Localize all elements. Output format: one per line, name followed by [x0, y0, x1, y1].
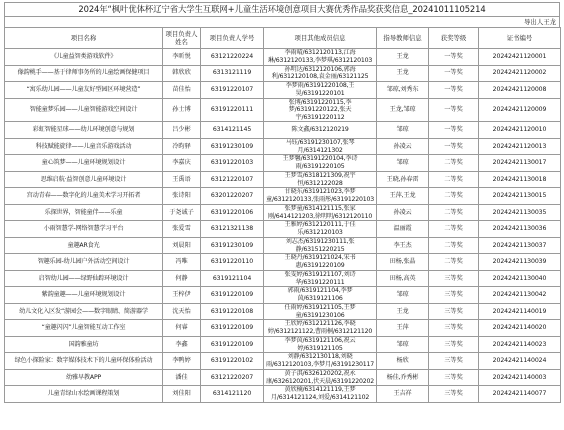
cell-cert: 20242421140003 [479, 369, 561, 386]
cell-members: 孙明达/6312120106,郭海利/6312120108,袁金丽/63121125 [264, 65, 377, 82]
cell-members: 黄欣楠/6314121119,王梦月/6314121124,刘爱/6314121102 [264, 386, 377, 403]
cell-advisor: 王龙,邹琼 [377, 98, 429, 122]
cell-members: 马钰/63191230107,张琴月/6314121302 [264, 138, 377, 155]
cell-project: 像韵桃手——基于律师事务所的儿童绘画保健项目 [5, 65, 163, 82]
table-row [5, 98, 561, 122]
cell-advisor: 王龙 [377, 65, 429, 82]
header-members: 项目其他成员信息 [264, 28, 377, 49]
cell-members: 李梦雨/63191220108,王昊/63191220101 [264, 82, 377, 99]
cell-members: 王晓丹/6319121024,宋书惠/63191220109 [264, 254, 377, 271]
table-row [5, 353, 561, 370]
cell-leader: 孙士博 [163, 98, 201, 122]
table-row [5, 171, 561, 188]
cell-advisor: 王龙 [377, 49, 429, 66]
cell-cert: 20242421120010 [479, 122, 561, 139]
cell-members: 张博/63191220115,李梦/63191220122,张天宇/63191220112 [264, 98, 377, 122]
table-row [5, 138, 561, 155]
cell-advisor: 王萍 [377, 320, 429, 337]
cell-project: 儿童青绿山水绘画课程策划 [5, 386, 163, 403]
cell-cert: 20242421120002 [479, 65, 561, 82]
header-leader-id: 项目负责人学号 [201, 28, 264, 49]
cell-cert: 20242421140020 [479, 320, 561, 337]
cell-project: 智能童梦乐园——儿童智能游戏空间设计 [5, 98, 163, 122]
cell-level: 一等奖 [429, 122, 479, 139]
award-table [4, 27, 561, 403]
cell-project: 宫动青春——数字化的儿童美术学习开拓者 [5, 188, 163, 205]
cell-members: 任雨婷/6319121105,王梦童/63191230106 [264, 303, 377, 320]
cell-advisor: 王吉祥 [377, 386, 429, 403]
table-row [5, 188, 561, 205]
cell-advisor: 王晓,孙春雷 [377, 171, 429, 188]
cell-level: 一等奖 [429, 49, 479, 66]
table-row [5, 237, 561, 254]
cell-members: 王雅婷/6312120111,于佳乐/6312120103 [264, 221, 377, 238]
cell-project: 紫韵童趣——儿童环境规划设计 [5, 287, 163, 304]
cell-leader-id: 63191220107 [201, 82, 264, 99]
exporter-label: 导出人王龙 [4, 16, 560, 27]
table-row [5, 122, 561, 139]
cell-advisor: 田杨,张晶 [377, 254, 429, 271]
table-row [5, 65, 561, 82]
cell-project: “寓乐幼儿园——儿童友好型园区环境营造” [5, 82, 163, 99]
cell-level: 二等奖 [429, 254, 479, 271]
cell-level: 一等奖 [429, 138, 479, 155]
cell-level: 三等奖 [429, 320, 479, 337]
cell-leader-id: 6313121119 [201, 65, 264, 82]
cell-leader: 吕少彬 [163, 122, 201, 139]
cell-project: 童心筑梦——儿童环境规划设计 [5, 155, 163, 172]
cell-advisor: 王龙 [377, 303, 429, 320]
cell-leader: 李鸭婷 [163, 353, 201, 370]
cell-advisor: 邹琼 [377, 155, 429, 172]
cell-leader: 李鑫 [163, 336, 201, 353]
cell-members: 刘静/6312130118,刘晓雨/6312120103,李梦月/63191230117 [264, 353, 377, 370]
table-row [5, 254, 561, 271]
cell-members: 王梦馨/63191220104,李诗雨/63191220105 [264, 155, 377, 172]
table-row [5, 386, 561, 403]
cell-project: 《儿童益智类游戏软件》 [5, 49, 163, 66]
cell-level: 三等奖 [429, 369, 479, 386]
cell-cert: 20242421130036 [479, 221, 561, 238]
cell-advisor: 孙凌云 [377, 138, 429, 155]
cell-leader: 李昕悦 [163, 49, 201, 66]
cell-cert: 20242421120013 [479, 138, 561, 155]
table-row [5, 204, 561, 221]
cell-leader-id: 63191220108 [201, 303, 264, 320]
cell-level: 三等奖 [429, 336, 479, 353]
cell-advisor: 孙凌云 [377, 204, 429, 221]
cell-leader: 苗佳怡 [163, 82, 201, 99]
cell-level: 三等奖 [429, 386, 479, 403]
cell-cert: 20242421130015 [479, 188, 561, 205]
cell-members: 刘志杰/63191230111,张静/63151220215 [264, 237, 377, 254]
table-row [5, 82, 561, 99]
cell-leader: 韩欣欣 [163, 65, 201, 82]
cell-leader-id: 63121220207 [201, 369, 264, 386]
cell-leader-id: 63191220109 [201, 320, 264, 337]
cell-leader: 何静 [163, 270, 201, 287]
cell-cert: 20242421120001 [479, 49, 561, 66]
cell-cert: 20242421140023 [479, 336, 561, 353]
table-row [5, 336, 561, 353]
cell-level: 三等奖 [429, 270, 479, 287]
cell-leader-id: 63191220110 [201, 254, 264, 271]
cell-cert: 20242421130037 [479, 237, 561, 254]
cell-cert: 20242421130040 [479, 270, 561, 287]
header-cert: 证书编号 [479, 28, 561, 49]
header-advisor: 指导教师信息 [377, 28, 429, 49]
cell-leader: 于尧诚子 [163, 204, 201, 221]
cell-level: 二等奖 [429, 155, 479, 172]
cell-leader: 潘佳 [163, 369, 201, 386]
cell-cert: 20242421140019 [479, 303, 561, 320]
cell-cert: 20242421120009 [479, 98, 561, 122]
cell-leader: 冯唯 [163, 254, 201, 271]
cell-project: 彩虹智能星球——幼儿环境创意与规划 [5, 122, 163, 139]
cell-leader-id: 6314121120 [201, 386, 264, 403]
cell-cert: 20242421130042 [479, 287, 561, 304]
cell-cert: 20242421120008 [479, 82, 561, 99]
cell-leader: 刘佳阳 [163, 386, 201, 403]
cell-members: 王梦雪/6318121309,祝宇恒/6312122028 [264, 171, 377, 188]
cell-members: 郭雨/6319121104,李梦茵/6319121106 [264, 287, 377, 304]
cell-cert: 20242421140077 [479, 386, 561, 403]
cell-members: 黄子淇/6326120202,祝永康/6326120201,伏天晨/63191220202 [264, 369, 377, 386]
cell-project: 幼雅早教APP [5, 369, 163, 386]
cell-members: 张梦童/6314121115,张家刚/6414121203,徐明明/6312120110 [264, 204, 377, 221]
cell-level: 一等奖 [429, 82, 479, 99]
cell-level: 二等奖 [429, 204, 479, 221]
table-row [5, 369, 561, 386]
cell-cert: 20242421140024 [479, 353, 561, 370]
cell-leader-id: 63121220107 [201, 171, 264, 188]
cell-project: 智趣乐园-幼儿园户外活动空间设计 [5, 254, 163, 271]
cell-project: 绿色小探险家：数字媒体技术下的儿童环保体验活动 [5, 353, 163, 370]
award-sheet [4, 2, 560, 403]
cell-level: 二等奖 [429, 171, 479, 188]
cell-advisor: 邹琼 [377, 287, 429, 304]
table-row [5, 320, 561, 337]
table-row [5, 155, 561, 172]
cell-project: 国韵雅童坊 [5, 336, 163, 353]
cell-project: 思维启航·益智创意儿童环境设计 [5, 171, 163, 188]
cell-advisor: 王萍,王龙 [377, 188, 429, 205]
cell-advisor: 邹琼 [377, 336, 429, 353]
cell-leader-id: 6314121145 [201, 122, 264, 139]
cell-leader-id: 63201220207 [201, 188, 264, 205]
cell-leader-id: 63191230109 [201, 237, 264, 254]
cell-cert: 20242421130039 [479, 254, 561, 271]
table-header-row [5, 28, 561, 49]
table-body [5, 49, 561, 403]
table-row [5, 221, 561, 238]
cell-advisor: 李王杰 [377, 237, 429, 254]
cell-advisor: 温丽霞 [377, 221, 429, 238]
cell-members: 陈文鑫/6312120219 [264, 122, 377, 139]
cell-leader: 沈天怡 [163, 303, 201, 320]
cell-leader-id: 63121220224 [201, 49, 264, 66]
cell-leader-id: 63191220109 [201, 336, 264, 353]
cell-members: 甘晓东/6319121023,李梦童/6312120133,张雨彤/63191220103 [264, 188, 377, 205]
cell-leader: 刘晨阳 [163, 237, 201, 254]
cell-members: 王欣婷/6312121126,李晓婷/6312121122,曹雨桐/6312121120 [264, 320, 377, 337]
cell-leader-id: 63191220111 [201, 98, 264, 122]
sheet-title: 2024年“枫叶优体杯辽宁省大学生互联网+儿童生活环境创意项目大赛优秀作品奖获奖信息_20241011105214 [4, 2, 560, 16]
cell-leader-id: 63191230109 [201, 138, 264, 155]
cell-cert: 20242421130017 [479, 155, 561, 172]
cell-members: 张雯婷/6319121107,刘诗华/63191220111 [264, 270, 377, 287]
cell-leader: 冷昀驿 [163, 138, 201, 155]
table-row [5, 287, 561, 304]
cell-advisor: 杨佳,乔秀彬 [377, 369, 429, 386]
cell-advisor: 杨欣 [377, 353, 429, 370]
cell-leader-id: 6319121104 [201, 270, 264, 287]
cell-cert: 20242421130018 [479, 171, 561, 188]
cell-level: 一等奖 [429, 65, 479, 82]
cell-level: 三等奖 [429, 303, 479, 320]
cell-project: 乐探世界，智能童伴——乐童 [5, 204, 163, 221]
cell-project: 童趣AR食光 [5, 237, 163, 254]
cell-leader: 王禹语 [163, 171, 201, 188]
cell-project: 小雨智慧学-网络智慧学习平台 [5, 221, 163, 238]
header-leader: 项目负责人姓名 [163, 28, 201, 49]
cell-leader: 张爱雪 [163, 221, 201, 238]
cell-level: 三等奖 [429, 353, 479, 370]
cell-level: 二等奖 [429, 188, 479, 205]
header-level: 获奖等级 [429, 28, 479, 49]
header-project: 项目名称 [5, 28, 163, 49]
cell-advisor: 邹琼,刘秀东 [377, 82, 429, 99]
cell-project: “童趣闪闪”儿童智能互动工作室 [5, 320, 163, 337]
cell-level: 三等奖 [429, 287, 479, 304]
cell-project: 科技赋能旋律——儿童音乐游戏活动 [5, 138, 163, 155]
table-row [5, 303, 561, 320]
cell-leader: 李嘉庆 [163, 155, 201, 172]
cell-advisor: 邹琼 [377, 122, 429, 139]
cell-level: 二等奖 [429, 237, 479, 254]
cell-leader-id: 63121321138 [201, 221, 264, 238]
cell-project: 幼儿文化入区发“游园会——数字眼睛、简游器学 [5, 303, 163, 320]
cell-leader: 张诗阳 [163, 188, 201, 205]
cell-leader-id: 63191220102 [201, 353, 264, 370]
cell-cert: 20242421130035 [479, 204, 561, 221]
cell-advisor: 田杨,高英 [377, 270, 429, 287]
cell-members: 李梦茵/6319121106,祝云婷/6319121105 [264, 336, 377, 353]
cell-leader: 王梓伊 [163, 287, 201, 304]
cell-leader-id: 63191220109 [201, 287, 264, 304]
cell-level: 一等奖 [429, 98, 479, 122]
table-row [5, 270, 561, 287]
cell-members: 李雨晴/6312120113,江海琳/6312120133,李梦琪/6312120103 [264, 49, 377, 66]
cell-leader: 何睿 [163, 320, 201, 337]
cell-project: 启智幼儿园——绿野仙踪环境设计 [5, 270, 163, 287]
cell-leader-id: 63191220106 [201, 204, 264, 221]
cell-level: 二等奖 [429, 221, 479, 238]
cell-leader-id: 63191220103 [201, 155, 264, 172]
table-row [5, 49, 561, 66]
